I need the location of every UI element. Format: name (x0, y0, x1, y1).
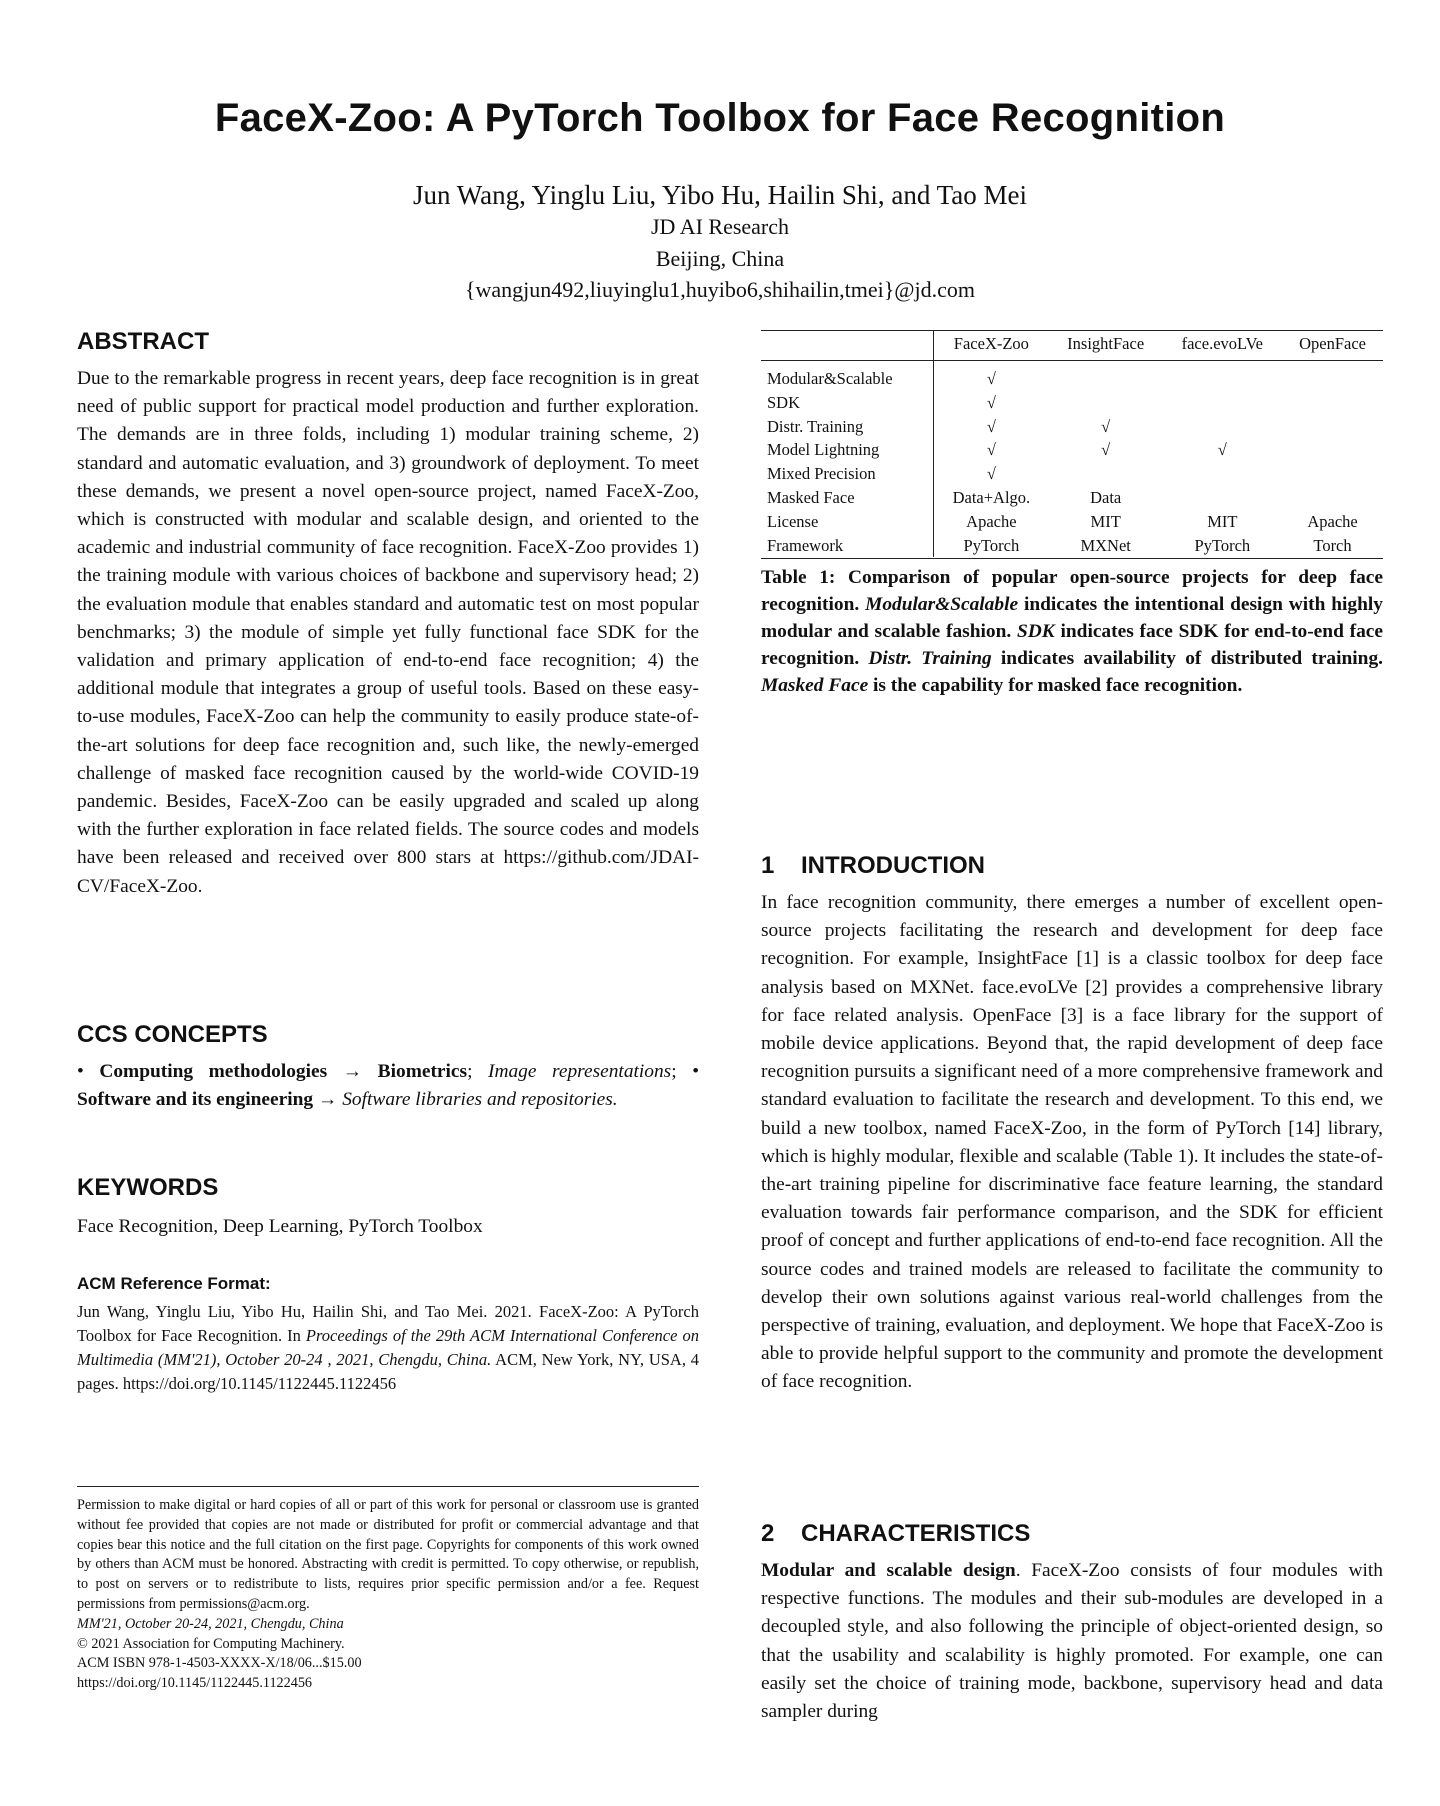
table-header-cell: OpenFace (1282, 330, 1383, 361)
table-cell: Mixed Precision (761, 462, 934, 486)
table-cell: Apache (1307, 511, 1358, 531)
caption-part: indicates availability of distributed training. (991, 648, 1384, 669)
acm-ref-text-a: Jun Wang, Yinglu Liu, Yibo Hu, Hailin Shi, and Tao Mei. 2021. FaceX-Zoo: A PyTorch Toolbox for Face Recognition. In (77, 1302, 699, 1345)
table-header-cell: FaceX-Zoo (934, 330, 1049, 361)
table-row (761, 462, 1383, 486)
table-cell: Torch (1313, 535, 1352, 555)
table-row (761, 361, 1383, 391)
caption-italic: Modular&Scalable (865, 594, 1019, 615)
table-cell: √ (1101, 416, 1111, 436)
table-row (761, 415, 1383, 439)
ccs-concept-1c: Image representations (488, 1061, 672, 1082)
table-cell (1282, 438, 1383, 462)
characteristics-lead: Modular and scalable design (761, 1560, 1016, 1581)
acm-ref-text-b: ACM, New York, NY, USA, 4 pages. https://doi.org/10.1145/1122445.1122456 (77, 1350, 699, 1393)
table-row (761, 391, 1383, 415)
footnote (77, 1496, 699, 1694)
table-cell (1163, 391, 1282, 415)
table-cell: Modular&Scalable (761, 361, 934, 391)
intro-heading-text: INTRODUCTION (801, 852, 985, 879)
ccs-concept-2b: Software libraries and repositories. (342, 1089, 618, 1111)
ccs-bullet-2: • (692, 1061, 699, 1082)
table-cell (1049, 391, 1163, 415)
table-header-cell: InsightFace (1049, 330, 1163, 361)
table-cell (1282, 462, 1383, 486)
author-emails: {wangjun492,liuyinglu1,huyibo6,shihailin,tmei}@jd.com (464, 277, 976, 302)
paper-title: FaceX-Zoo: A PyTorch Toolbox for Face Recognition (214, 96, 1226, 140)
table-row (761, 486, 1383, 510)
ccs-bullet-1: • (77, 1061, 84, 1082)
table-cell (1049, 462, 1163, 486)
caption-italic: SDK (1016, 621, 1055, 642)
table-cell: Distr. Training (761, 415, 934, 439)
table-cell (1282, 415, 1383, 439)
characteristics-body (761, 1557, 1383, 1726)
keywords-text: Face Recognition, Deep Learning, PyTorch Toolbox (77, 1216, 483, 1237)
footnote-permission: Permission to make digital or hard copies of all or part of this work for personal or classroom use is granted without fee provided that copies are not made or distributed for profit or commercial advantage and that copies bear this notice and the full citation on the first page. Copyrights for components of this work owned by others than ACM must be honored. Abstracting with credit is permitted. To copy otherwise, or republish, to post on servers or to redistribute to lists, requires prior specific permission and/or a fee. Request permissions from permissions@acm.org. (77, 1497, 699, 1612)
characteristics-section-number: 2 (761, 1520, 775, 1547)
ccs-heading: CCS CONCEPTS (77, 1021, 268, 1048)
caption-part: indicates face SDK for end-to-end face recognition. (761, 621, 1383, 669)
abstract-heading: ABSTRACT (77, 328, 209, 355)
table-cell (1049, 361, 1163, 391)
table-cell: Masked Face (761, 486, 934, 510)
caption-part: Table 1: Comparison of popular open-source projects for deep face recognition. (761, 567, 1383, 615)
affiliation: JD AI Research (650, 214, 790, 239)
table-cell: MIT (1207, 511, 1238, 531)
caption-part: indicates the intentional design with highly modular and scalable fashion. (761, 594, 1383, 642)
footnote-doi: https://doi.org/10.1145/1122445.1122456 (77, 1675, 313, 1692)
table-bottom-rule (761, 558, 1383, 559)
table-cell (1282, 486, 1383, 510)
table-cell: √ (986, 464, 996, 484)
table-cell: Model Lightning (761, 438, 934, 462)
table-cell: √ (986, 369, 996, 388)
footnote-rule (77, 1486, 699, 1487)
intro-heading (761, 852, 985, 880)
keywords-heading: KEYWORDS (77, 1174, 219, 1201)
abstract-text: Due to the remarkable progress in recent years, deep face recognition is in great need of public support for practical model production and further exploration. The demands are in three folds, including 1) modular training scheme, 2) standard and automatic evaluation, and 3) groundwork of deployment. To meet these demands, we present a novel open-source project, named FaceX-Zoo, which is constructed with modular and scalable design, and oriented to the academic and industrial community of face recognition. FaceX-Zoo provides 1) the training module with various choices of backbone and supervisory head; 2) the evaluation module that enables standard and automatic test on most popular benchmarks; 3) the module of simple yet fully functional face SDK for the validation and primary application of end-to-end face recognition; 4) the additional module that integrates a group of useful tools. Based on these easy-to-use modules, FaceX-Zoo can help the community to easily produce state-of-the-art solutions for deep face recognition and, such like, the newly-emerged challenge of masked face recognition caused by the world-wide COVID-19 pandemic. Besides, FaceX-Zoo can be easily upgraded and scaled up along with the further exploration in face related fields. The source codes and models have been released and received over 800 stars at https://github.com/JDAI-CV/FaceX-Zoo. (77, 368, 699, 897)
characteristics-text: . FaceX-Zoo consists of four modules with respective functions. The modules and their sub-modules are developed in a decoupled style, and also following the principle of object-oriented design, so that the usability and scalability is highly promoted. For example, one can easily set the choice of training mode, backbone, supervisory head and data sampler during (761, 1560, 1383, 1723)
table-cell: √ (986, 392, 996, 412)
table-cell (1163, 486, 1282, 510)
table-cell: MIT (1090, 511, 1121, 531)
table-cell (1282, 391, 1383, 415)
table-cell: MXNet (1080, 535, 1131, 555)
footnote-copyright: © 2021 Association for Computing Machinery. (77, 1635, 345, 1652)
characteristics-heading-text: CHARACTERISTICS (801, 1520, 1031, 1547)
table-cell (1163, 415, 1282, 439)
table-cell: √ (986, 440, 996, 460)
caption-part: is the capability for masked face recognition. (868, 675, 1243, 696)
footnote-conf: MM'21, October 20-24, 2021, Chengdu, China (77, 1615, 344, 1632)
table-header-cell: face.evoLVe (1163, 330, 1282, 361)
table-cell: Data+Algo. (952, 487, 1031, 507)
table-cell (1282, 361, 1383, 391)
table-cell: Data (1090, 487, 1122, 507)
table-cell: √ (986, 416, 996, 436)
comparison-table (761, 330, 1383, 557)
table-cell (1163, 462, 1282, 486)
characteristics-heading (761, 1520, 1030, 1548)
table-cell: √ (1217, 440, 1227, 460)
table-cell: Apache (966, 511, 1017, 531)
intro-section-number: 1 (761, 852, 775, 879)
table-row (761, 510, 1383, 534)
table-caption (761, 564, 1383, 699)
footnote-isbn: ACM ISBN 978-1-4503-XXXX-X/18/06...$15.00 (77, 1655, 362, 1672)
paper-authors: Jun Wang, Yinglu Liu, Yibo Hu, Hailin Shi, and Tao Mei (413, 180, 1027, 210)
table-cell: License (761, 510, 934, 534)
acm-ref-heading: ACM Reference Format: (77, 1274, 271, 1293)
table-row (761, 534, 1383, 558)
ccs-arrow-2: → (317, 1089, 338, 1111)
intro-body (761, 889, 1383, 1397)
location: Beijing, China (655, 246, 785, 271)
ccs-body: • Computing methodologies → Biometrics; Image representations; • Software and its engineering → Software libraries and repositories. (77, 1061, 699, 1111)
table-cell: Framework (761, 534, 934, 558)
table-cell (1163, 361, 1282, 391)
acm-ref-text-i: Proceedings of the 29th ACM International Conference on Multimedia (MM'21), October 20-24 , 2021, Chengdu, China. (77, 1326, 699, 1369)
table-header-cell (761, 330, 934, 361)
intro-text: In face recognition community, there emerges a number of excellent open-source projects facilitating the research and development for deep face recognition. For example, InsightFace [1] is a classic toolbox for deep face analysis based on MXNet. face.evoLVe [2] provides a comprehensive library for face related analysis. OpenFace [3] is a face library for the support of mobile device applications. Beyond that, the rapid development of deep face recognition pursuits a significant need of a more comprehensive framework and standard evaluation to facilitate the research and development. To this end, we build a new toolbox, named FaceX-Zoo, in the form of PyTorch [14] library, which is highly modular, flexible and scalable (Table 1). It includes the state-of-the-art training pipeline for discriminative face feature learning, the standard evaluation towards fair performance comparison, and the SDK for efficient proof of concept and further applications of end-to-end face recognition. All the source codes and trained models are released to facilitate the community to develop their own solutions against various real-world challenges from the perspective of training, evaluation, and deployment. We hope that FaceX-Zoo is able to provide helpful support to the community and promote the development of face recognition. (761, 892, 1383, 1393)
ccs-concept-1b: Biometrics (377, 1061, 468, 1082)
table-cell: SDK (761, 391, 934, 415)
ccs-concept-1: Computing methodologies (99, 1061, 328, 1082)
table-cell: PyTorch (963, 535, 1020, 555)
abstract-body (77, 365, 699, 901)
table-cell: √ (1101, 440, 1111, 460)
acm-ref-body (77, 1300, 699, 1396)
table-row (761, 438, 1383, 462)
ccs-arrow-1: → (342, 1061, 363, 1082)
ccs-concept-2: Software and its engineering (77, 1089, 314, 1111)
caption-italic: Masked Face (761, 675, 869, 696)
table-header-row (761, 330, 1383, 361)
caption-italic: Distr. Training (868, 648, 992, 669)
table-cell: PyTorch (1194, 535, 1251, 555)
